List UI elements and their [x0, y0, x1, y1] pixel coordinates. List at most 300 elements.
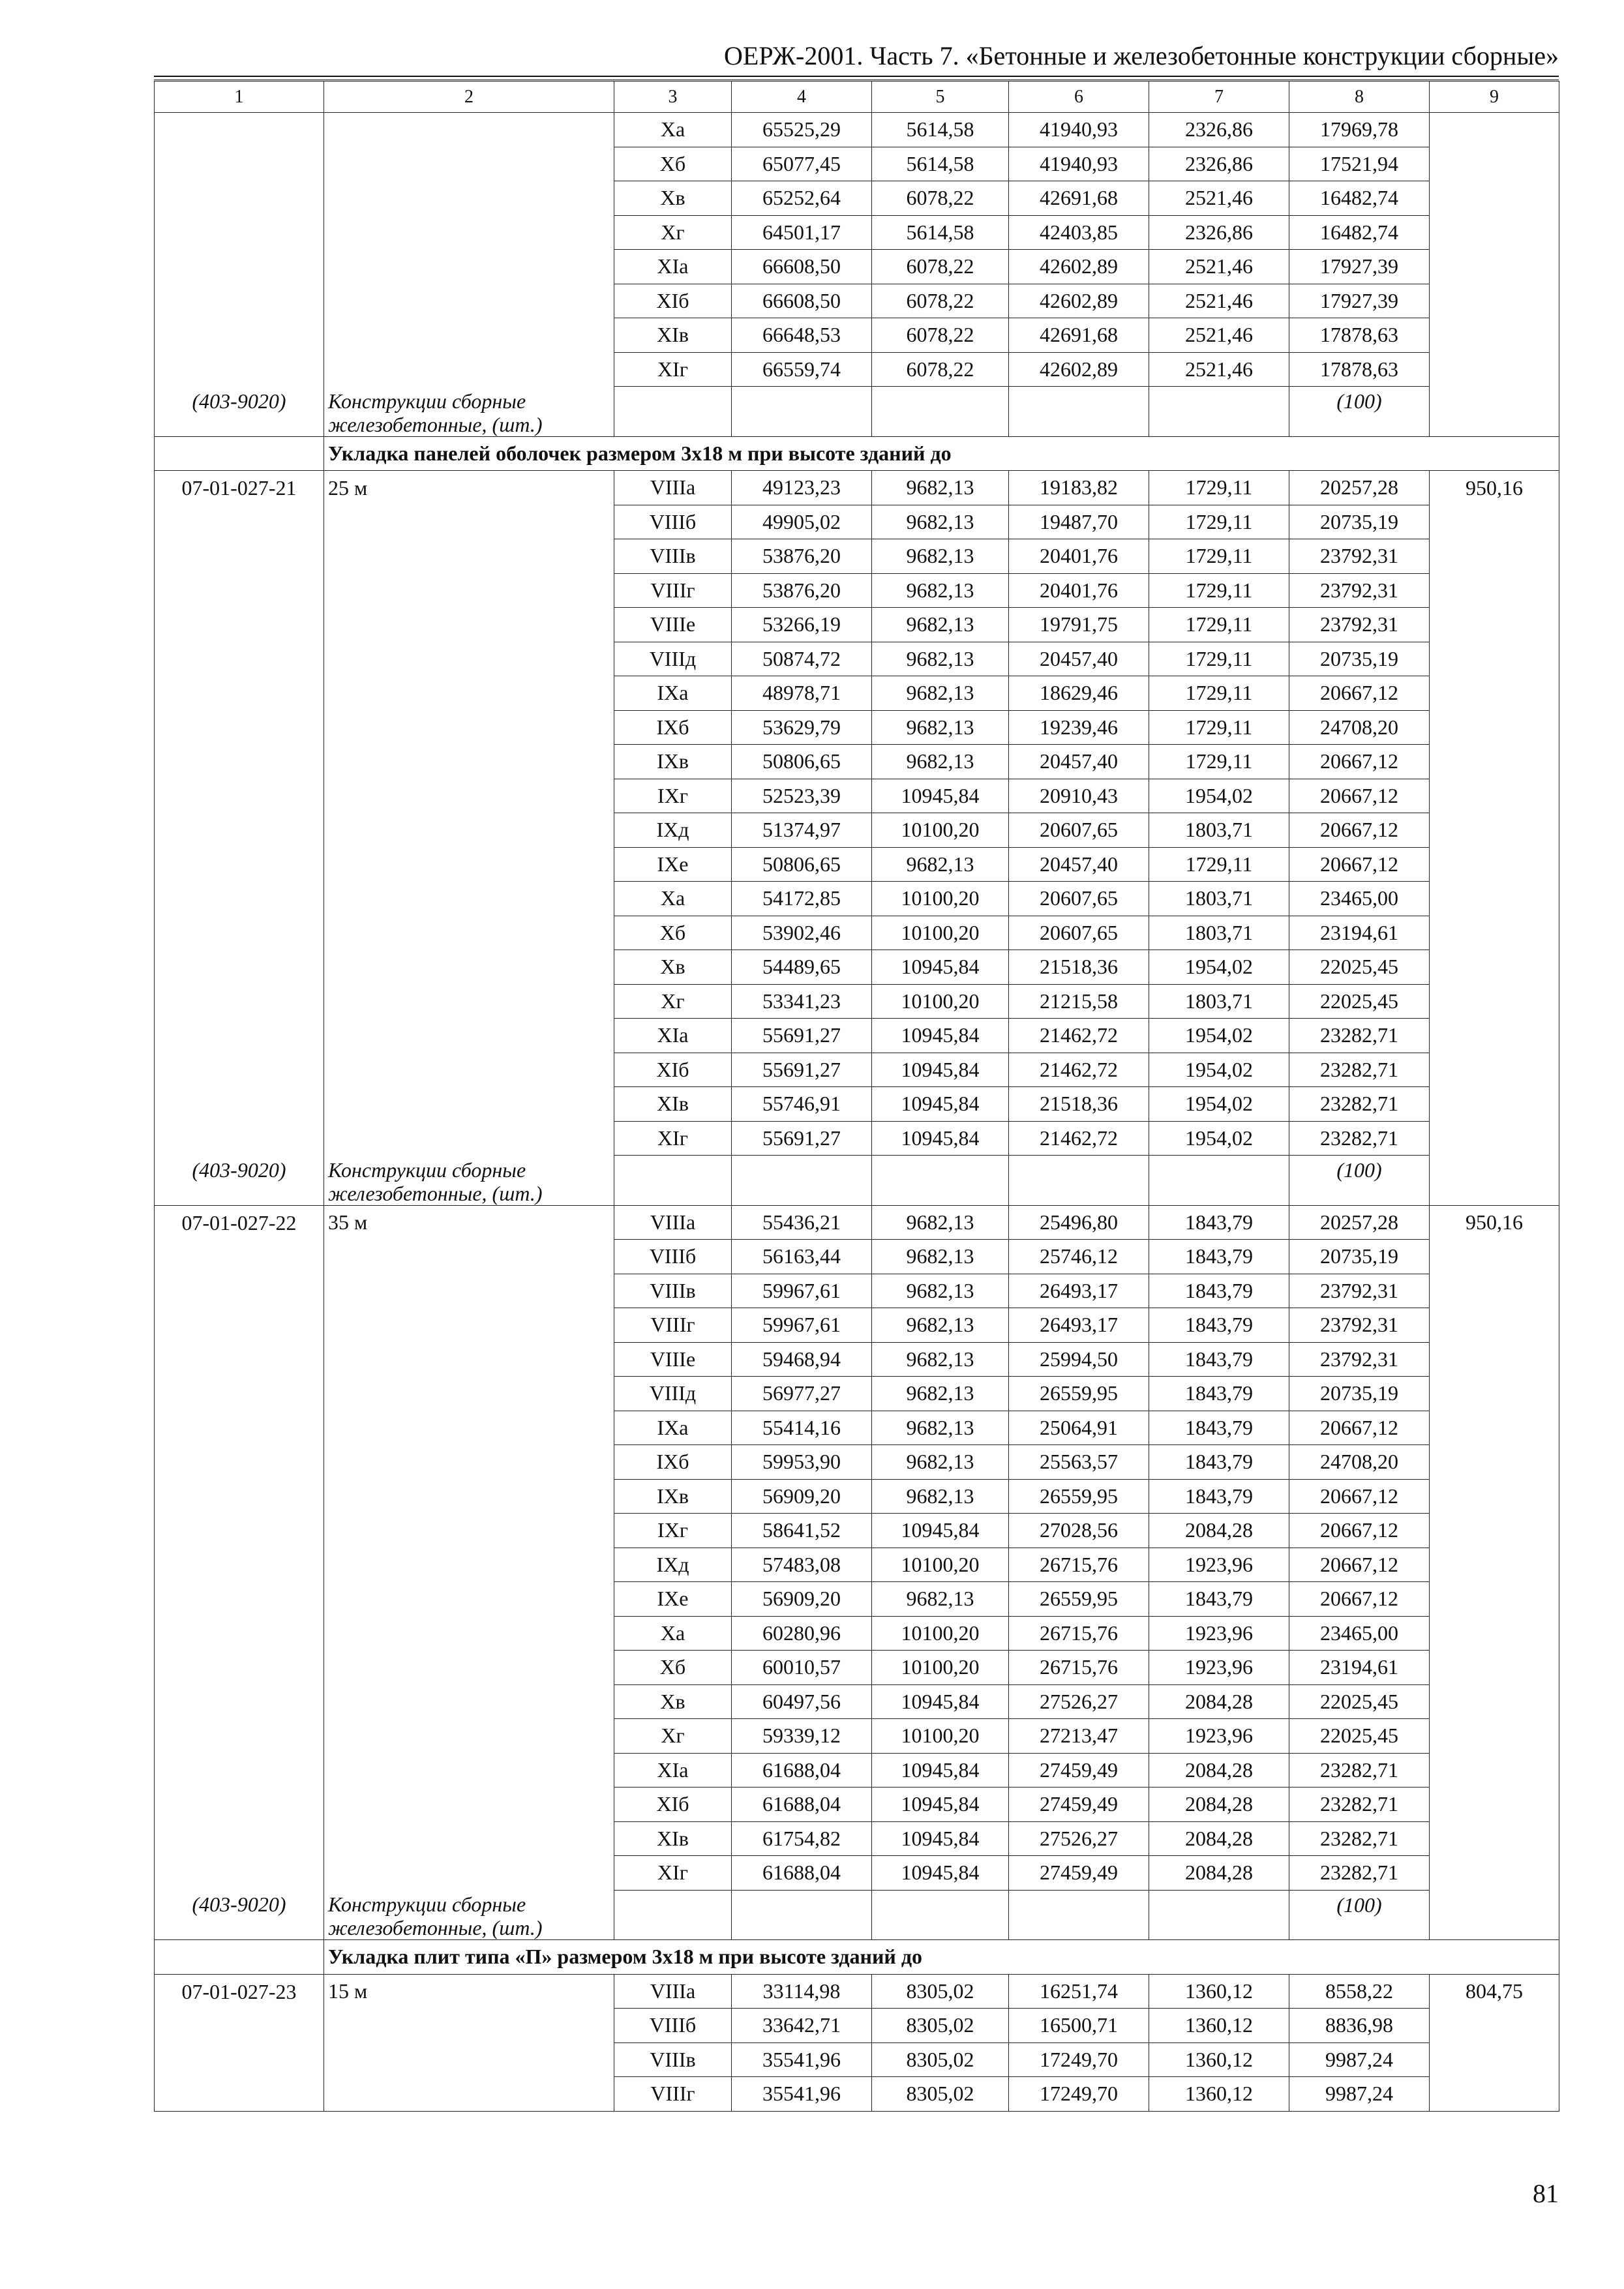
labor-cell: [1430, 1582, 1559, 1617]
value-cell: 9682,13: [872, 1342, 1009, 1377]
description-cell: [324, 1616, 614, 1651]
empty-cell: [614, 1890, 732, 1940]
labor-cell: [1430, 284, 1559, 318]
value-cell: 1843,79: [1149, 1240, 1289, 1274]
value-cell: 42691,68: [1009, 181, 1149, 216]
rate-code-cell: [155, 1514, 324, 1548]
description-cell: [324, 250, 614, 284]
rate-code-cell: [155, 113, 324, 147]
zone-cell: XIб: [614, 284, 732, 318]
column-number: 8: [1289, 82, 1430, 113]
description-cell: [324, 2042, 614, 2077]
zone-cell: IXг: [614, 779, 732, 813]
value-cell: 25064,91: [1009, 1411, 1149, 1445]
value-cell: 26715,76: [1009, 1651, 1149, 1685]
zone-cell: VIIIд: [614, 642, 732, 676]
value-cell: 22025,45: [1289, 1719, 1430, 1754]
value-cell: 27028,56: [1009, 1514, 1149, 1548]
labor-cell: [1430, 1890, 1559, 1940]
value-cell: 66608,50: [732, 284, 872, 318]
table-row: [155, 2009, 1559, 2043]
value-cell: 1843,79: [1149, 1308, 1289, 1343]
value-cell: 9987,24: [1289, 2077, 1430, 2112]
value-cell: 50806,65: [732, 847, 872, 882]
labor-cell: [1430, 1377, 1559, 1411]
labor-cell: [1430, 1121, 1559, 1156]
value-cell: 1360,12: [1149, 2077, 1289, 2112]
resource-quantity: (100): [1289, 1156, 1430, 1206]
page-number: 81: [1533, 2179, 1559, 2208]
value-cell: 56977,27: [732, 1377, 872, 1411]
value-cell: 8305,02: [872, 2042, 1009, 2077]
description-cell: [324, 676, 614, 711]
table-row: [155, 1651, 1559, 1685]
value-cell: 10945,84: [872, 1821, 1009, 1856]
value-cell: 54489,65: [732, 950, 872, 985]
value-cell: 2326,86: [1149, 113, 1289, 147]
value-cell: 20667,12: [1289, 1582, 1430, 1617]
value-cell: 21518,36: [1009, 1087, 1149, 1122]
rate-code-cell: 07-01-027-23: [155, 1974, 324, 2009]
table-row: [155, 1342, 1559, 1377]
value-cell: 20667,12: [1289, 779, 1430, 813]
zone-cell: VIIIa: [614, 471, 732, 505]
rate-code-cell: [155, 642, 324, 676]
value-cell: 50806,65: [732, 745, 872, 779]
value-cell: 10100,20: [872, 1719, 1009, 1754]
description-cell: [324, 284, 614, 318]
resource-quantity: (100): [1289, 1890, 1430, 1940]
zone-cell: XIб: [614, 1788, 732, 1822]
value-cell: 20607,65: [1009, 916, 1149, 950]
value-cell: 1843,79: [1149, 1274, 1289, 1308]
value-cell: 1954,02: [1149, 950, 1289, 985]
value-cell: 27459,49: [1009, 1753, 1149, 1788]
table-row: [155, 147, 1559, 181]
value-cell: 55746,91: [732, 1087, 872, 1122]
description-cell: [324, 113, 614, 147]
table-row: [155, 318, 1559, 353]
value-cell: 9682,13: [872, 1240, 1009, 1274]
description-cell: 15 м: [324, 1974, 614, 2009]
value-cell: 1729,11: [1149, 710, 1289, 745]
value-cell: 9682,13: [872, 505, 1009, 539]
value-cell: 1729,11: [1149, 505, 1289, 539]
value-cell: 1843,79: [1149, 1411, 1289, 1445]
value-cell: 21462,72: [1009, 1121, 1149, 1156]
labor-cell: [1430, 1053, 1559, 1087]
value-cell: 2326,86: [1149, 215, 1289, 250]
empty-cell: [872, 1890, 1009, 1940]
empty-cell: [614, 1156, 732, 1206]
value-cell: 10100,20: [872, 882, 1009, 916]
rate-code-cell: [155, 352, 324, 387]
labor-cell: [1430, 950, 1559, 985]
labor-cell: [1430, 147, 1559, 181]
empty-cell: [614, 387, 732, 437]
table-row: [155, 2042, 1559, 2077]
value-cell: 2084,28: [1149, 1684, 1289, 1719]
description-cell: [324, 215, 614, 250]
value-cell: 1954,02: [1149, 779, 1289, 813]
table-row: [155, 1616, 1559, 1651]
value-cell: 65525,29: [732, 113, 872, 147]
value-cell: 9682,13: [872, 642, 1009, 676]
value-cell: 27459,49: [1009, 1856, 1149, 1891]
zone-cell: VIIIв: [614, 2042, 732, 2077]
labor-cell: [1430, 1274, 1559, 1308]
value-cell: 10100,20: [872, 813, 1009, 848]
description-cell: 35 м: [324, 1205, 614, 1240]
zone-cell: VIIIг: [614, 2077, 732, 2112]
zone-cell: XIг: [614, 1121, 732, 1156]
table-row: [155, 1053, 1559, 1087]
value-cell: 55436,21: [732, 1205, 872, 1240]
zone-cell: VIIIв: [614, 539, 732, 574]
zone-cell: XIa: [614, 1019, 732, 1053]
rate-code-cell: [155, 882, 324, 916]
description-cell: [324, 505, 614, 539]
section-empty-cell: [155, 436, 324, 471]
value-cell: 10100,20: [872, 1548, 1009, 1582]
value-cell: 53876,20: [732, 573, 872, 608]
zone-cell: VIIIб: [614, 2009, 732, 2043]
table-row: [155, 710, 1559, 745]
resource-description: Конструкции сборные железобетонные, (шт.): [324, 1156, 614, 1206]
labor-cell: [1430, 779, 1559, 813]
resource-quantity: (100): [1289, 387, 1430, 437]
value-cell: 16482,74: [1289, 215, 1430, 250]
zone-cell: VIIIa: [614, 1205, 732, 1240]
zone-cell: VIIIг: [614, 573, 732, 608]
description-cell: [324, 1121, 614, 1156]
description-cell: [324, 1582, 614, 1617]
value-cell: 5614,58: [872, 147, 1009, 181]
value-cell: 2326,86: [1149, 147, 1289, 181]
value-cell: 10945,84: [872, 1856, 1009, 1891]
zone-cell: Xб: [614, 147, 732, 181]
description-cell: [324, 813, 614, 848]
rate-code-cell: [155, 950, 324, 985]
labor-cell: [1430, 215, 1559, 250]
table-row: [155, 1445, 1559, 1480]
description-cell: [324, 1342, 614, 1377]
value-cell: 19487,70: [1009, 505, 1149, 539]
value-cell: 27459,49: [1009, 1788, 1149, 1822]
value-cell: 60010,57: [732, 1651, 872, 1685]
value-cell: 17521,94: [1289, 147, 1430, 181]
value-cell: 55691,27: [732, 1121, 872, 1156]
zone-cell: Xв: [614, 950, 732, 985]
value-cell: 33642,71: [732, 2009, 872, 2043]
zone-cell: IXб: [614, 710, 732, 745]
table-row: [155, 1788, 1559, 1822]
description-cell: [324, 1788, 614, 1822]
table-row: [155, 352, 1559, 387]
rate-code-cell: [155, 1377, 324, 1411]
zone-cell: IXв: [614, 745, 732, 779]
empty-cell: [1149, 387, 1289, 437]
value-cell: 6078,22: [872, 284, 1009, 318]
column-number: 9: [1430, 82, 1559, 113]
description-cell: [324, 1514, 614, 1548]
empty-cell: [1149, 1156, 1289, 1206]
table-row: [155, 1974, 1559, 2009]
value-cell: 20667,12: [1289, 1548, 1430, 1582]
rate-code-cell: [155, 2042, 324, 2077]
value-cell: 10100,20: [872, 1616, 1009, 1651]
table-row: [155, 2077, 1559, 2112]
price-table-body: [155, 82, 1559, 2112]
rate-code-cell: [155, 1308, 324, 1343]
value-cell: 1954,02: [1149, 1053, 1289, 1087]
value-cell: 1843,79: [1149, 1479, 1289, 1514]
value-cell: 1803,71: [1149, 984, 1289, 1019]
description-cell: [324, 181, 614, 216]
value-cell: 23282,71: [1289, 1087, 1430, 1122]
description-cell: [324, 1019, 614, 1053]
rate-code-cell: [155, 2077, 324, 2112]
value-cell: 24708,20: [1289, 710, 1430, 745]
value-cell: 23282,71: [1289, 1753, 1430, 1788]
value-cell: 9682,13: [872, 745, 1009, 779]
labor-cell: [1430, 1479, 1559, 1514]
value-cell: 9682,13: [872, 1377, 1009, 1411]
value-cell: 10945,84: [872, 1514, 1009, 1548]
zone-cell: XIг: [614, 1856, 732, 1891]
description-cell: [324, 1240, 614, 1274]
value-cell: 2084,28: [1149, 1856, 1289, 1891]
value-cell: 20457,40: [1009, 745, 1149, 779]
resource-code: (403-9020): [155, 1156, 324, 1206]
value-cell: 6078,22: [872, 250, 1009, 284]
value-cell: 9682,13: [872, 573, 1009, 608]
labor-cell: [1430, 1788, 1559, 1822]
value-cell: 1843,79: [1149, 1445, 1289, 1480]
rate-code-cell: [155, 539, 324, 574]
table-row: [155, 745, 1559, 779]
value-cell: 17927,39: [1289, 250, 1430, 284]
zone-cell: IXг: [614, 1514, 732, 1548]
value-cell: 20257,28: [1289, 471, 1430, 505]
value-cell: 22025,45: [1289, 950, 1430, 985]
labor-cell: [1430, 318, 1559, 353]
value-cell: 61688,04: [732, 1753, 872, 1788]
zone-cell: XIa: [614, 1753, 732, 1788]
value-cell: 27526,27: [1009, 1684, 1149, 1719]
column-number: 7: [1149, 82, 1289, 113]
value-cell: 23792,31: [1289, 539, 1430, 574]
value-cell: 18629,46: [1009, 676, 1149, 711]
empty-cell: [732, 1890, 872, 1940]
labor-cell: [1430, 250, 1559, 284]
labor-cell: [1430, 745, 1559, 779]
value-cell: 2084,28: [1149, 1788, 1289, 1822]
resource-code: (403-9020): [155, 387, 324, 437]
value-cell: 23465,00: [1289, 1616, 1430, 1651]
value-cell: 58641,52: [732, 1514, 872, 1548]
description-cell: [324, 642, 614, 676]
rate-code-cell: [155, 1821, 324, 1856]
description-cell: [324, 745, 614, 779]
value-cell: 55691,27: [732, 1053, 872, 1087]
empty-cell: [732, 387, 872, 437]
value-cell: 57483,08: [732, 1548, 872, 1582]
value-cell: 23194,61: [1289, 1651, 1430, 1685]
table-row: [155, 573, 1559, 608]
value-cell: 23194,61: [1289, 916, 1430, 950]
value-cell: 20735,19: [1289, 642, 1430, 676]
description-cell: [324, 1719, 614, 1754]
rate-code-cell: [155, 1651, 324, 1685]
value-cell: 25994,50: [1009, 1342, 1149, 1377]
rate-code-cell: [155, 147, 324, 181]
value-cell: 9682,13: [872, 1479, 1009, 1514]
value-cell: 56909,20: [732, 1582, 872, 1617]
labor-cell: [1430, 539, 1559, 574]
labor-cell: [1430, 1156, 1559, 1206]
value-cell: 50874,72: [732, 642, 872, 676]
value-cell: 6078,22: [872, 318, 1009, 353]
value-cell: 41940,93: [1009, 147, 1149, 181]
column-number: 2: [324, 82, 614, 113]
value-cell: 23282,71: [1289, 1019, 1430, 1053]
table-row: [155, 1719, 1559, 1754]
value-cell: 20607,65: [1009, 882, 1149, 916]
labor-cell: [1430, 676, 1559, 711]
description-cell: [324, 710, 614, 745]
zone-cell: XIв: [614, 318, 732, 353]
resource-code: (403-9020): [155, 1890, 324, 1940]
value-cell: 26559,95: [1009, 1377, 1149, 1411]
zone-cell: XIa: [614, 250, 732, 284]
labor-cell: [1430, 1308, 1559, 1343]
value-cell: 1729,11: [1149, 676, 1289, 711]
value-cell: 20667,12: [1289, 1411, 1430, 1445]
labor-cell: [1430, 2077, 1559, 2112]
value-cell: 49123,23: [732, 471, 872, 505]
table-row: [155, 847, 1559, 882]
value-cell: 9682,13: [872, 710, 1009, 745]
rate-code-cell: [155, 1548, 324, 1582]
rate-code-cell: [155, 1274, 324, 1308]
value-cell: 53341,23: [732, 984, 872, 1019]
value-cell: 10945,84: [872, 779, 1009, 813]
zone-cell: Xг: [614, 215, 732, 250]
value-cell: 51374,97: [732, 813, 872, 848]
zone-cell: VIIIe: [614, 1342, 732, 1377]
table-row: [155, 779, 1559, 813]
value-cell: 20910,43: [1009, 779, 1149, 813]
value-cell: 19183,82: [1009, 471, 1149, 505]
value-cell: 53876,20: [732, 539, 872, 574]
value-cell: 42691,68: [1009, 318, 1149, 353]
value-cell: 21462,72: [1009, 1053, 1149, 1087]
table-row: [155, 1548, 1559, 1582]
value-cell: 35541,96: [732, 2042, 872, 2077]
rate-code-cell: [155, 573, 324, 608]
zone-cell: Xв: [614, 1684, 732, 1719]
rate-code-cell: [155, 1616, 324, 1651]
rate-code-cell: [155, 181, 324, 216]
resource-footer-row: [155, 1156, 1559, 1206]
value-cell: 10945,84: [872, 1019, 1009, 1053]
value-cell: 64501,17: [732, 215, 872, 250]
rate-code-cell: [155, 1753, 324, 1788]
value-cell: 8305,02: [872, 1974, 1009, 2009]
section-empty-cell: [155, 1940, 324, 1975]
value-cell: 33114,98: [732, 1974, 872, 2009]
value-cell: 9682,13: [872, 471, 1009, 505]
labor-cell: [1430, 916, 1559, 950]
value-cell: 35541,96: [732, 2077, 872, 2112]
rate-code-cell: [155, 916, 324, 950]
value-cell: 6078,22: [872, 181, 1009, 216]
value-cell: 60280,96: [732, 1616, 872, 1651]
rate-code-cell: [155, 1342, 324, 1377]
value-cell: 20735,19: [1289, 505, 1430, 539]
description-cell: [324, 1087, 614, 1122]
value-cell: 1360,12: [1149, 1974, 1289, 2009]
value-cell: 2521,46: [1149, 318, 1289, 353]
rate-code-cell: [155, 984, 324, 1019]
value-cell: 1803,71: [1149, 882, 1289, 916]
table-row: [155, 984, 1559, 1019]
value-cell: 9682,13: [872, 847, 1009, 882]
value-cell: 42602,89: [1009, 250, 1149, 284]
value-cell: 59339,12: [732, 1719, 872, 1754]
resource-description: Конструкции сборные железобетонные, (шт.): [324, 1890, 614, 1940]
value-cell: 23792,31: [1289, 1274, 1430, 1308]
empty-cell: [1009, 1890, 1149, 1940]
table-row: [155, 1479, 1559, 1514]
value-cell: 26715,76: [1009, 1548, 1149, 1582]
labor-cell: [1430, 1753, 1559, 1788]
resource-description: Конструкции сборные железобетонные, (шт.): [324, 387, 614, 437]
value-cell: 20607,65: [1009, 813, 1149, 848]
labor-cell: [1430, 1514, 1559, 1548]
zone-cell: IXд: [614, 1548, 732, 1582]
description-cell: [324, 539, 614, 574]
zone-cell: XIв: [614, 1087, 732, 1122]
labor-cell: [1430, 1616, 1559, 1651]
labor-cell: [1430, 1411, 1559, 1445]
labor-cell: [1430, 1019, 1559, 1053]
value-cell: 21215,58: [1009, 984, 1149, 1019]
value-cell: 26559,95: [1009, 1479, 1149, 1514]
table-row: [155, 505, 1559, 539]
description-cell: [324, 147, 614, 181]
table-row: [155, 1753, 1559, 1788]
value-cell: 59967,61: [732, 1308, 872, 1343]
labor-cell: [1430, 813, 1559, 848]
labor-cell: 804,75: [1430, 1974, 1559, 2009]
labor-cell: [1430, 1651, 1559, 1685]
value-cell: 1360,12: [1149, 2009, 1289, 2043]
table-row: [155, 1087, 1559, 1122]
zone-cell: VIIIa: [614, 1974, 732, 2009]
value-cell: 2521,46: [1149, 250, 1289, 284]
value-cell: 10945,84: [872, 1053, 1009, 1087]
value-cell: 8558,22: [1289, 1974, 1430, 2009]
description-cell: [324, 1651, 614, 1685]
column-number: 6: [1009, 82, 1149, 113]
value-cell: 20401,76: [1009, 573, 1149, 608]
value-cell: 9682,13: [872, 1274, 1009, 1308]
labor-cell: [1430, 642, 1559, 676]
rate-code-cell: [155, 813, 324, 848]
description-cell: [324, 2077, 614, 2112]
